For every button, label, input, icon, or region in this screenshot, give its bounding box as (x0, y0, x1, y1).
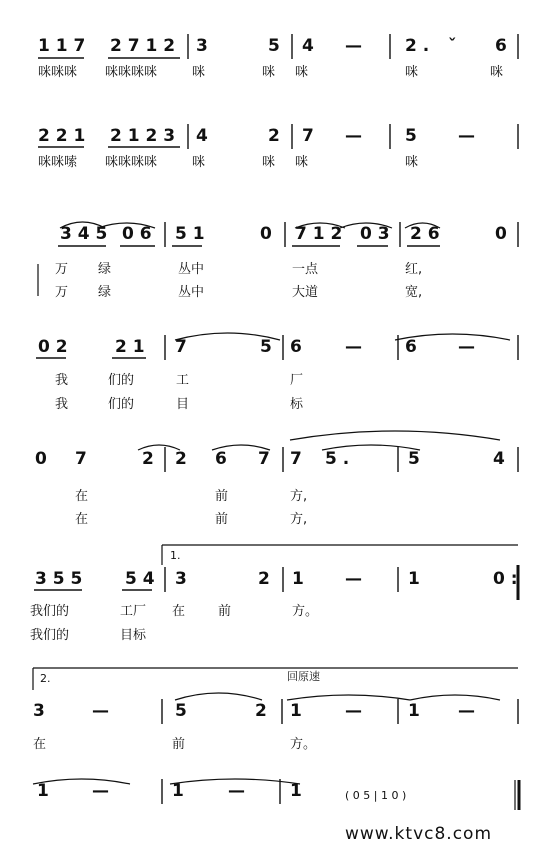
note-group: 7 (258, 449, 270, 469)
lyric: 在 (75, 512, 89, 527)
note-group: — (345, 569, 362, 589)
lyric: 绿 (98, 285, 112, 300)
site-watermark: www.ktvc8.com (345, 824, 492, 844)
note-group: 4 (493, 449, 505, 469)
lyric: 标 (290, 397, 304, 412)
lyric: 咪 (405, 65, 419, 80)
slur (175, 693, 262, 700)
lyric: 咪 (490, 65, 504, 80)
note-group: 0 : (493, 569, 518, 589)
note-group: — (345, 701, 362, 721)
note-group: 6 (495, 36, 507, 56)
lyric: 丛中 (178, 285, 205, 300)
lyric: 前 (215, 512, 229, 527)
note-group: 2 (268, 126, 280, 146)
note-group: 7 (302, 126, 314, 146)
lyric: 我 (55, 397, 69, 412)
note-group: 2 . (405, 36, 430, 56)
lyric: 大道 (292, 285, 319, 300)
lyric: 们的 (108, 373, 135, 388)
note-group: 1 (292, 569, 304, 589)
note-group: 5 (175, 701, 187, 721)
lyric: 前 (215, 489, 229, 504)
note-group: 0 (495, 224, 507, 244)
note-group: 2 6 (410, 224, 440, 244)
note-group: 5 (268, 36, 280, 56)
note-group: 2 7 1 2 (110, 36, 176, 56)
note-group: 7 1 2 (295, 224, 343, 244)
note-group: 3 5 5 (35, 569, 83, 589)
note-group: — (228, 781, 245, 801)
note-group: 7 (290, 449, 302, 469)
note-group: 2 (255, 701, 267, 721)
note-group: — (458, 701, 475, 721)
note-group: 4 (302, 36, 314, 56)
note-group: 5 4 (125, 569, 155, 589)
lyric: 方。 (290, 737, 317, 752)
note-group: — (345, 126, 362, 146)
slur (287, 695, 410, 700)
lyric: 咪咪咪咪 (105, 65, 158, 80)
note-group: 2 1 (115, 337, 145, 357)
coda-notes: ( 0 5 | 1 0 ) (345, 789, 407, 802)
lyric: 前 (172, 737, 186, 752)
note-group: 5 (260, 337, 272, 357)
note-group: 2 1 2 3 (110, 126, 176, 146)
lyric: 咪 (295, 155, 309, 170)
note-group: 1 1 7 (38, 36, 86, 56)
note-group: 2 2 1 (38, 126, 86, 146)
lyric: 咪 (192, 155, 206, 170)
lyric: 宽, (405, 285, 423, 300)
lyric: 咪 (192, 65, 206, 80)
note-group: 2 (142, 449, 154, 469)
note-group: 5 (405, 126, 417, 146)
lyric: 方, (290, 512, 308, 527)
note-group: 1 (37, 781, 49, 801)
note-group: 1 (172, 781, 184, 801)
lyric: 绿 (98, 262, 112, 277)
note-group: 5 1 (175, 224, 205, 244)
note-group: 7 (75, 449, 87, 469)
note-group: 2 (258, 569, 270, 589)
lyric: 咪咪咪咪 (105, 155, 158, 170)
lyric: 咪 (262, 155, 276, 170)
lyric: 目 (176, 397, 190, 412)
tempo-marking: 回原速 (287, 670, 320, 683)
note-group: 0 6 (122, 224, 152, 244)
lyric: 丛中 (178, 262, 205, 277)
note-group: 3 (196, 36, 208, 56)
note-group: 0 2 (38, 337, 68, 357)
lyric: 咪 (405, 155, 419, 170)
lyric: 在 (75, 489, 89, 504)
note-group: 7 (175, 337, 187, 357)
note-group: — (458, 337, 475, 357)
lyric: 我 (55, 373, 69, 388)
lyric: 在 (33, 737, 47, 752)
lyric: 万 (55, 262, 69, 277)
note-group: 2 (175, 449, 187, 469)
note-group: 3 (175, 569, 187, 589)
note-group: 0 (260, 224, 272, 244)
lyric: 厂 (290, 373, 304, 388)
lyric: 方。 (292, 604, 319, 619)
note-group: — (458, 126, 475, 146)
note-group: 4 (196, 126, 208, 146)
note-group: 5 (408, 449, 420, 469)
lyric: 前 (218, 604, 232, 619)
note-group: 5 . (325, 449, 350, 469)
note-group: 3 4 5 (60, 224, 108, 244)
note-group: 0 (35, 449, 47, 469)
note-group: — (92, 701, 109, 721)
lyric: 工厂 (120, 604, 147, 619)
volta-1-label: 1. (170, 549, 181, 562)
lyric: 咪咪咪 (38, 65, 78, 80)
note-group: — (345, 337, 362, 357)
lyric: 一点 (292, 262, 319, 277)
note-group: 1 (290, 781, 302, 801)
volta-2-label: 2. (40, 672, 51, 685)
lyric: 咪 (262, 65, 276, 80)
note-group: 6 (405, 337, 417, 357)
lyric: 咪咪嗦 (38, 155, 78, 170)
note-group: 6 (215, 449, 227, 469)
note-group: 0 3 (360, 224, 390, 244)
note-group: ˇ (448, 36, 457, 56)
lyric: 工 (176, 373, 190, 388)
lyric: 在 (172, 604, 186, 619)
note-group: — (345, 36, 362, 56)
note-group: 1 (408, 701, 420, 721)
lyric: 目标 (120, 628, 147, 643)
note-group: 1 (290, 701, 302, 721)
slur (290, 431, 500, 440)
note-group: 1 (408, 569, 420, 589)
note-group: 6 (290, 337, 302, 357)
lyric: 方, (290, 489, 308, 504)
lyric: 红, (405, 262, 423, 277)
note-group: — (92, 781, 109, 801)
slur (410, 695, 500, 700)
lyric: 们的 (108, 397, 135, 412)
lyric: 我们的 (30, 628, 70, 643)
lyric: 咪 (295, 65, 309, 80)
note-group: 3 (33, 701, 45, 721)
lyric: 万 (55, 285, 69, 300)
lyric: 我们的 (30, 604, 70, 619)
